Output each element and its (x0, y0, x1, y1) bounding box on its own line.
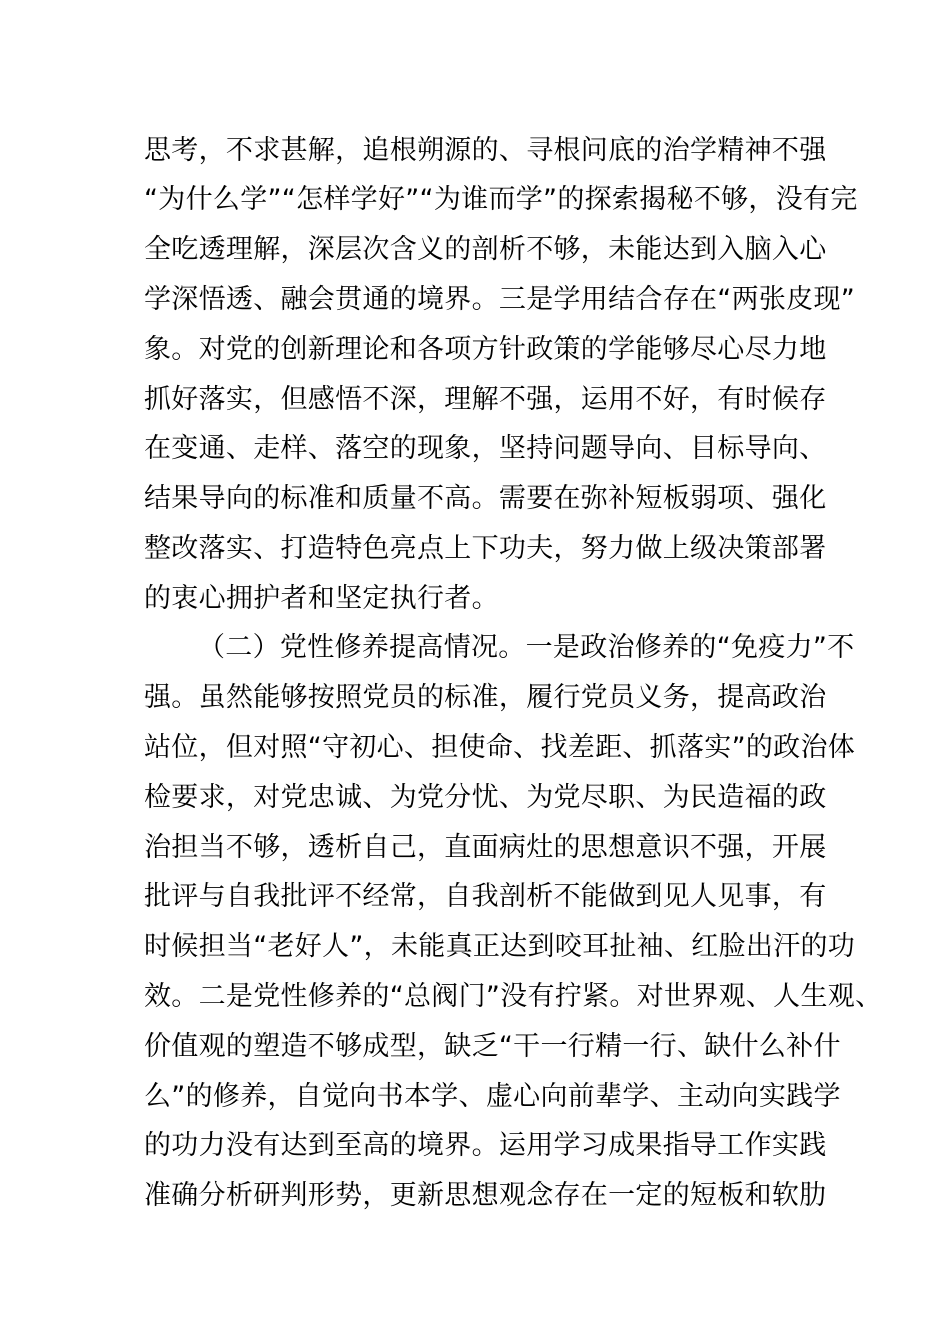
text-line: 结果导向的标准和质量不高。需要在弥补短板弱项、强化 (144, 483, 827, 514)
text-line: 思考，不求甚解，追根朔源的、寻根问底的治学精神不强 (144, 135, 827, 166)
text-line: 站位，但对照“守初心、担使命、找差距、抓落实”的政治体 (144, 732, 856, 763)
text-line: 抓好落实，但感悟不深，理解不强，运用不好，有时候存 (144, 384, 827, 415)
text-line: 治担当不够，透析自己，直面病灶的思想意识不强，开展 (144, 832, 827, 863)
text-line: 的功力没有达到至高的境界。运用学习成果指导工作实践 (144, 1130, 827, 1161)
text-line: 批评与自我批评不经常，自我剖析不能做到见人见事，有 (144, 881, 827, 912)
text-line: 整改落实、打造特色亮点上下功夫，努力做上级决策部署 (144, 533, 827, 564)
text-line: 么”的修养，自觉向书本学、虚心向前辈学、主动向实践学 (144, 1081, 841, 1112)
text-line: 强。虽然能够按照党员的标准，履行党员义务，提高政治 (144, 682, 827, 713)
text-line: 学深悟透、融会贯通的境界。三是学用结合存在“两张皮现” (144, 284, 856, 315)
text-line: 的衷心拥护者和坚定执行者。 (144, 583, 499, 614)
section-heading-line: （二）党性修养提高情况。一是政治修养的“免疫力”不 (198, 632, 855, 663)
text-line: 象。对党的创新理论和各项方针政策的学能够尽心尽力地 (144, 334, 827, 365)
text-line: 全吃透理解，深层次含义的剖析不够，未能达到入脑入心 (144, 234, 827, 265)
text-line: 检要求，对党忠诚、为党分忧、为党尽职、为民造福的政 (144, 782, 827, 813)
text-line: 在变通、走样、落空的现象，坚持问题导向、目标导向、 (144, 433, 827, 464)
text-line: 效。二是党性修养的“总阀门”没有拧紧。对世界观、人生观、 (144, 981, 883, 1012)
text-line: 时候担当“老好人”，未能真正达到咬耳扯袖、红脸出汗的功 (144, 931, 856, 962)
text-line: 准确分析研判形势，更新思想观念存在一定的短板和软肋 (144, 1180, 827, 1211)
text-line: 价值观的塑造不够成型，缺乏“干一行精一行、缺什么补什 (144, 1031, 841, 1062)
text-line: “为什么学”“怎样学好”“为谁而学”的探索揭秘不够，没有完 (144, 184, 858, 215)
